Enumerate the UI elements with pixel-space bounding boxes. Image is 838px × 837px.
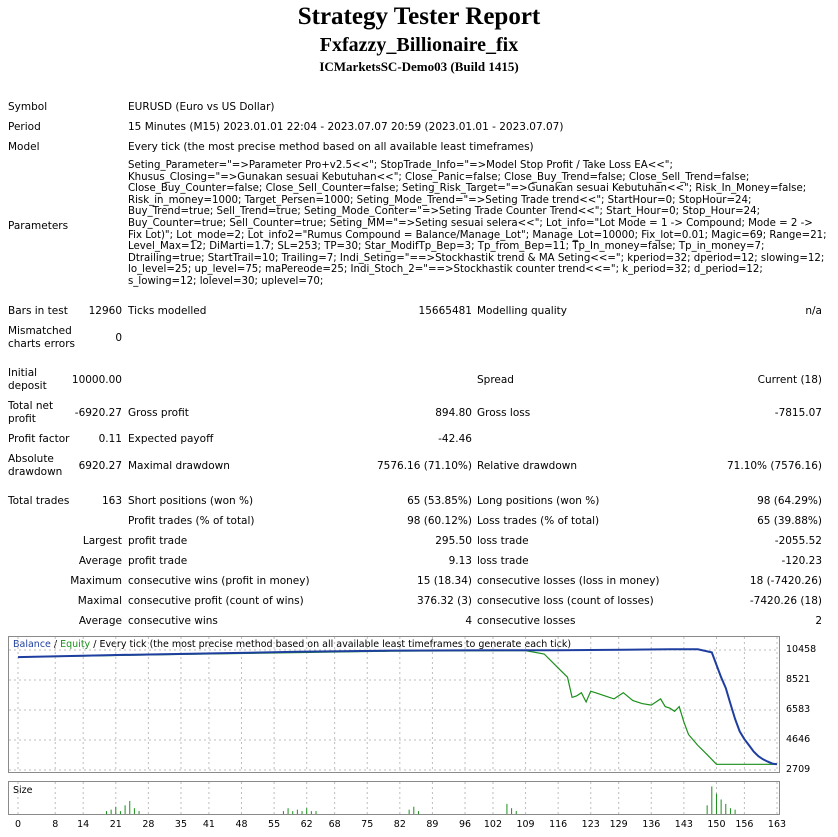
y-tick-label: 10458 xyxy=(786,644,817,655)
balance-line xyxy=(18,649,777,764)
largest-loss-value: -2055.52 xyxy=(774,535,822,547)
total-trades-label: Total trades xyxy=(8,495,70,507)
x-tick-label: 75 xyxy=(361,819,374,830)
largest-label: Largest xyxy=(82,535,122,547)
x-tick-label: 150 xyxy=(707,819,726,830)
largest-loss-label: loss trade xyxy=(477,535,529,547)
x-tick-label: 35 xyxy=(174,819,188,830)
relative-drawdown-label: Relative drawdown xyxy=(477,460,578,472)
x-tick-label: 116 xyxy=(549,819,568,830)
largest-profit-value: 295.50 xyxy=(435,535,472,547)
absolute-drawdown-label-2: drawdown xyxy=(8,466,63,478)
x-tick-label: 8 xyxy=(52,819,59,830)
size-label: Size xyxy=(13,785,33,796)
legend-method: Every tick (the most precise method based on all available least timeframes to generate each tick) xyxy=(99,639,572,650)
period-label: Period xyxy=(8,121,41,133)
model-value: Every tick (the most precise method based on all available least timeframes) xyxy=(128,141,534,153)
ticks-value: 15665481 xyxy=(418,305,472,317)
avg-consecutive-wins-label: consecutive wins xyxy=(128,615,218,627)
maximum-label: Maximum xyxy=(70,575,122,587)
avg-consecutive-losses-value: 2 xyxy=(815,615,822,627)
maximal-consecutive-profit-label: consecutive profit (count of wins) xyxy=(128,595,304,607)
x-tick-label: 82 xyxy=(393,819,406,830)
avg-consecutive-losses-label: consecutive losses xyxy=(477,615,576,627)
avg-consecutive-wins-value: 4 xyxy=(465,615,472,627)
bars-value: 12960 xyxy=(88,305,122,317)
parameters-value: Seting_Parameter="=>Parameter Pro+v2.5<<"; StopTrade_Info="=>Model Stop Profit / Take Loss EA<<"; Khusus_Closing="=>Gunakan sesuai Kebutuhan<<"; Close_Panic=false; Close_Buy_Trend=false; Close_Sell_Trend=false; Close_Buy_Counter=false; Close_Sell_Counter=false; Seting_Risk_Target="=>Gunakan sesuai Kebutuhan<<"; Risk_In_Money=false; Risk_in_money=1000; Target_Persen=1000; Seting_Mode_Trend="=>Seting Trade trend<<"; StartHour=0; StopHour=24; Buy_Trend=true; Sell_Trend=true; Seting_Mode_Conter="=>Seting Trade Counter Trend<<"; Start_Hour=0; Stop_Hour=24; Buy_Counter=true; Sell_Counter=true; Seting_MM="=>Seting sesuai selera<<"; Lot_info="Lot Mode = 1 -> Compound; Mode = 2 -> Fix Lot)"; Lot_mode=2; Lot_info2="Rumus Compound = Balance/Manage_Lot"; Manage_Lot=10000; Fix_lot=0.01; Magic=69; Range=21; Level_Max=12; DiMarti=1.7; SL=253; TP=30; Star_ModifTp_Bep=3; Tp_from_Bep=11; Tp_In_money=false; Tp_in_money=7; Dtrailing=true; StartTrail=10; Trailing=7; Indi_Seting="==>Stockhastik trend & MA Seting<<="; kperiod=32; dperiod=12; slowing=12; lo_level=25; up_level=75; maPereode=25; Indi_Stoch_2="==>Stockhastik counter trend<<="; k_period=32; d_period=12; s_lowing=12; lolevel=30; uplevel=70; xyxy=(128,160,827,287)
short-positions-value: 65 (53.85%) xyxy=(407,495,472,507)
gross-profit-value: 894.80 xyxy=(435,407,472,419)
ticks-label: Ticks modelled xyxy=(128,305,207,317)
maximal-drawdown-label: Maximal drawdown xyxy=(128,460,230,472)
x-tick-label: 96 xyxy=(458,819,472,830)
maximal-consecutive-loss-value: -7420.26 (18) xyxy=(749,595,822,607)
legend-equity: Equity xyxy=(60,639,91,650)
maximal-drawdown-value: 7576.16 (71.10%) xyxy=(377,460,472,472)
y-tick-label: 8521 xyxy=(786,673,811,685)
net-profit-label-2: profit xyxy=(8,413,36,425)
loss-trades-value: 65 (39.88%) xyxy=(757,515,822,527)
x-tick-label: 163 xyxy=(767,819,787,830)
symbol-value: EURUSD (Euro vs US Dollar) xyxy=(128,101,275,113)
period-value: 15 Minutes (M15) 2023.01.01 22:04 - 2023.07.07 20:59 (2023.01.01 - 2023.07.07) xyxy=(128,121,564,133)
largest-profit-label: profit trade xyxy=(128,535,188,547)
legend-separator: / xyxy=(50,639,61,650)
max-consecutive-wins-value: 15 (18.34) xyxy=(417,575,472,587)
initial-label-2: deposit xyxy=(8,380,47,392)
bars-label: Bars in test xyxy=(8,305,68,317)
quality-value: n/a xyxy=(805,305,822,317)
profit-factor-value: 0.11 xyxy=(98,433,122,445)
mismatch-label: Mismatched xyxy=(8,325,72,337)
x-tick-label: 156 xyxy=(735,819,754,830)
profit-trades-label: Profit trades (% of total) xyxy=(128,515,255,527)
maximal-label: Maximal xyxy=(77,595,122,607)
average-profit-label: profit trade xyxy=(128,555,188,567)
x-tick-label: 62 xyxy=(300,819,313,830)
loss-trades-label: Loss trades (% of total) xyxy=(477,515,600,527)
mismatch-label-2: charts errors xyxy=(8,338,75,350)
x-tick-label: 109 xyxy=(516,819,535,830)
y-tick-label: 2709 xyxy=(786,764,811,775)
x-tick-label: 28 xyxy=(142,819,155,830)
net-profit-value: -6920.27 xyxy=(74,407,122,419)
expected-payoff-label: Expected payoff xyxy=(128,433,214,445)
average-loss-value: -120.23 xyxy=(781,555,822,567)
total-trades-value: 163 xyxy=(101,495,122,507)
net-profit-label: Total net xyxy=(8,400,54,412)
short-positions-label: Short positions (won %) xyxy=(128,495,254,507)
initial-label: Initial xyxy=(8,367,38,379)
x-tick-label: 143 xyxy=(674,819,693,830)
mismatch-value: 0 xyxy=(115,332,122,344)
expected-payoff-value: -42.46 xyxy=(438,433,472,445)
x-tick-label: 129 xyxy=(609,819,628,830)
x-tick-label: 55 xyxy=(268,819,281,830)
long-positions-value: 98 (64.29%) xyxy=(757,495,822,507)
model-label: Model xyxy=(8,141,40,153)
report-title: Strategy Tester Report xyxy=(297,3,541,30)
quality-label: Modelling quality xyxy=(477,305,567,317)
initial-value: 10000.00 xyxy=(71,374,122,386)
x-tick-label: 89 xyxy=(426,819,439,830)
ea-name: Fxfazzy_Billionaire_fix xyxy=(319,34,519,56)
gross-loss-value: -7815.07 xyxy=(774,407,822,419)
x-tick-label: 41 xyxy=(202,819,215,830)
max-consecutive-wins-label: consecutive wins (profit in money) xyxy=(128,575,310,587)
x-tick-label: 123 xyxy=(581,819,600,830)
max-consecutive-losses-label: consecutive losses (loss in money) xyxy=(477,575,660,587)
profit-trades-value: 98 (60.12%) xyxy=(407,515,472,527)
parameters-label: Parameters xyxy=(8,220,69,232)
x-tick-label: 14 xyxy=(77,819,90,830)
average-label: Average xyxy=(78,555,122,567)
average-consecutive-label: Average xyxy=(78,615,122,627)
legend-separator-2: / xyxy=(90,639,100,650)
maximal-consecutive-loss-label: consecutive loss (count of losses) xyxy=(477,595,654,607)
y-tick-label: 6583 xyxy=(786,704,811,715)
server-name: ICMarketsSC-Demo03 (Build 1415) xyxy=(319,59,519,74)
average-profit-value: 9.13 xyxy=(448,555,472,567)
spread-value: Current (18) xyxy=(757,374,822,386)
profit-factor-label: Profit factor xyxy=(8,433,70,445)
legend-balance: Balance xyxy=(13,639,51,650)
symbol-label: Symbol xyxy=(8,101,48,113)
max-consecutive-losses-value: 18 (-7420.26) xyxy=(749,575,822,587)
relative-drawdown-value: 71.10% (7576.16) xyxy=(727,460,822,472)
maximal-consecutive-profit-value: 376.32 (3) xyxy=(417,595,472,607)
spread-label: Spread xyxy=(477,374,514,386)
absolute-drawdown-label: Absolute xyxy=(8,453,54,465)
y-tick-label: 4646 xyxy=(786,734,811,745)
long-positions-label: Long positions (won %) xyxy=(477,495,600,507)
x-tick-label: 48 xyxy=(235,819,248,830)
x-tick-label: 21 xyxy=(109,819,122,830)
x-tick-label: 68 xyxy=(328,819,341,830)
equity-line xyxy=(18,651,777,765)
average-loss-label: loss trade xyxy=(477,555,529,567)
x-tick-label: 102 xyxy=(483,819,503,830)
gross-loss-label: Gross loss xyxy=(477,407,531,419)
gross-profit-label: Gross profit xyxy=(128,407,189,419)
x-tick-label: 0 xyxy=(14,819,22,830)
absolute-drawdown-value: 6920.27 xyxy=(78,460,122,472)
x-tick-label: 136 xyxy=(642,819,661,830)
